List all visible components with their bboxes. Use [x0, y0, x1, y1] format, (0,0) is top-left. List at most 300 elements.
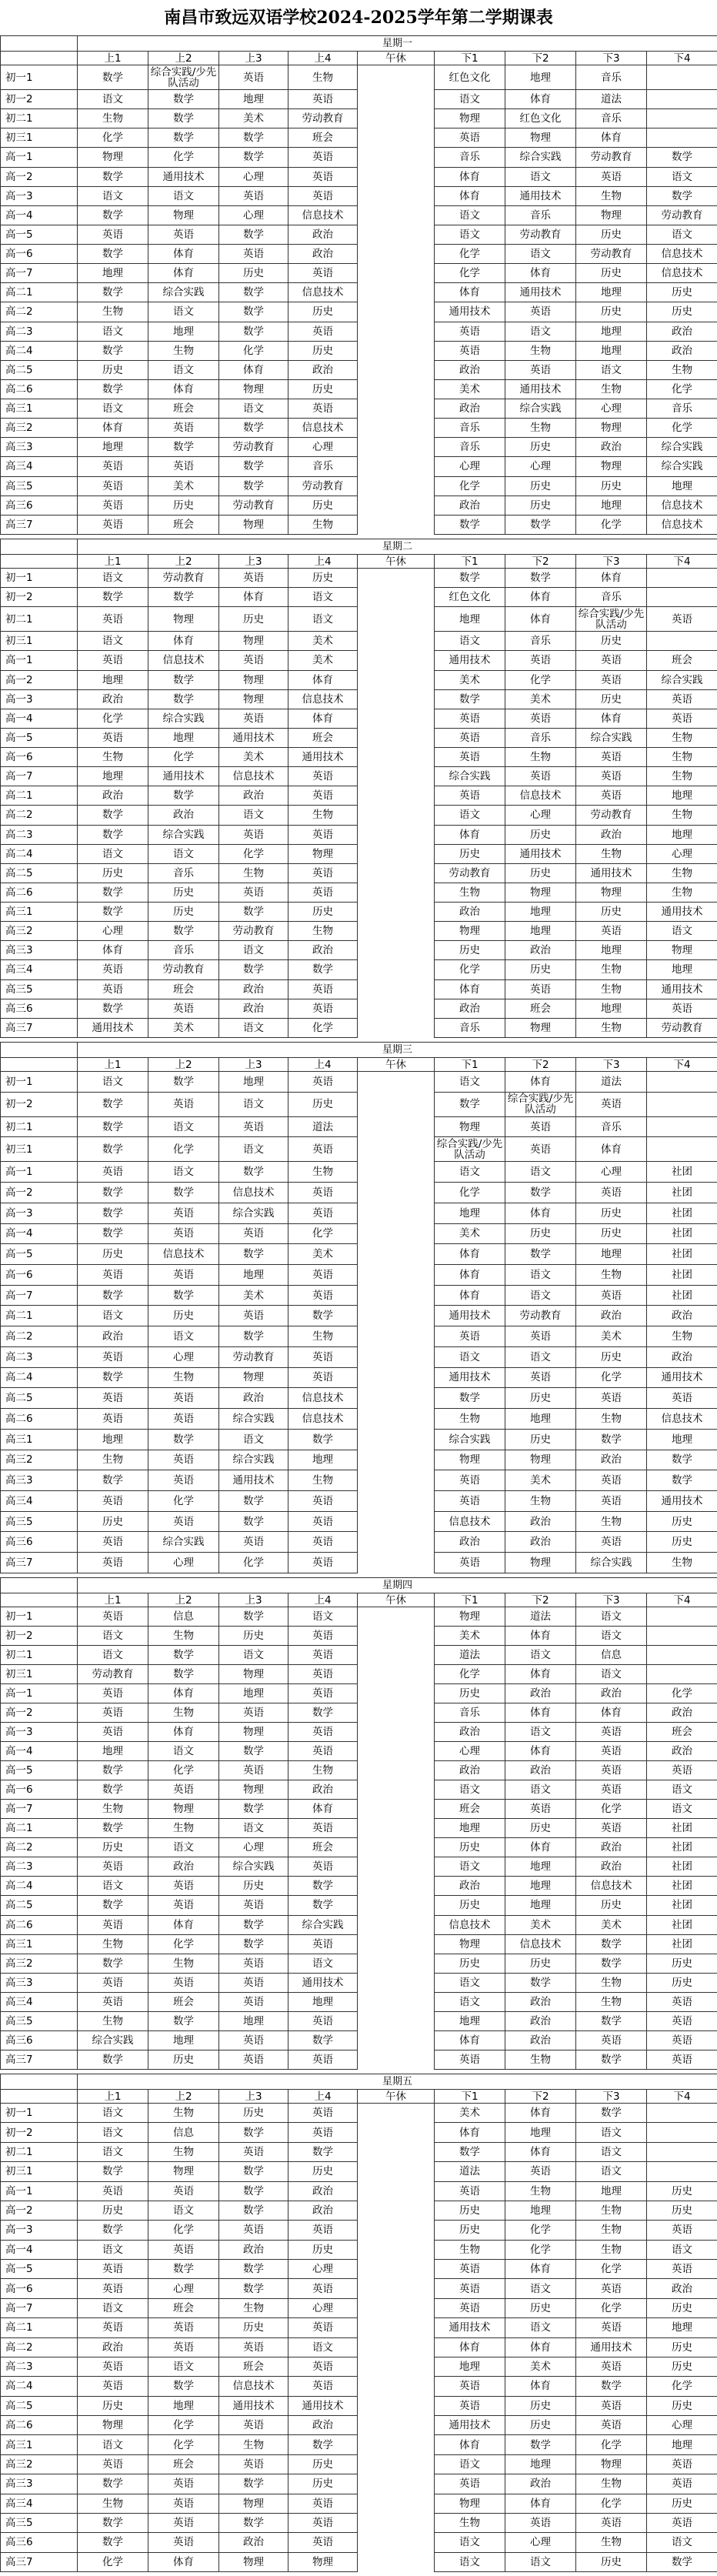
table-row: [1, 2533, 717, 2552]
subject-cell: 信息技术: [219, 1183, 288, 1203]
table-row: [1, 264, 717, 283]
subject-cell: 美术: [435, 670, 505, 689]
subject-cell: 地理: [647, 786, 717, 806]
subject-cell: 语文: [219, 1018, 288, 1037]
subject-cell: 数学: [219, 2474, 288, 2494]
subject-cell: 信息技术: [647, 496, 717, 515]
subject-cell: 美术: [435, 379, 505, 399]
subject-cell: [647, 632, 717, 651]
class-name: 高三2: [1, 1450, 78, 1470]
lunch-break-cell: [358, 1388, 435, 1409]
subject-cell: 英语: [435, 728, 505, 747]
subject-cell: 数学: [219, 1511, 288, 1532]
subject-cell: 政治: [288, 2201, 358, 2220]
subject-cell: 英语: [435, 128, 505, 148]
subject-cell: 历史: [288, 379, 358, 399]
subject-cell: 体育: [576, 569, 647, 588]
subject-cell: 英语: [288, 1646, 358, 1665]
subject-cell: 历史: [219, 264, 288, 283]
subject-cell: 化学: [148, 748, 219, 767]
subject-cell: 英语: [148, 1223, 219, 1244]
subject-cell: 体育: [505, 264, 576, 283]
lunch-break-cell: [358, 1116, 435, 1137]
subject-cell: 语文: [78, 1627, 148, 1646]
subject-cell: 英语: [78, 1703, 148, 1723]
period-header: 下2: [505, 555, 576, 569]
subject-cell: 英语: [78, 728, 148, 747]
subject-cell: 综合实践: [219, 1857, 288, 1877]
subject-cell: 体育: [576, 709, 647, 728]
subject-cell: 历史: [576, 689, 647, 709]
subject-cell: 生物: [219, 2298, 288, 2317]
table-row: [1, 1511, 717, 1532]
subject-cell: 语文: [78, 2142, 148, 2161]
table-row: [1, 941, 717, 960]
subject-cell: 体育: [505, 1072, 576, 1093]
subject-cell: 数学: [219, 322, 288, 341]
subject-cell: 数学: [288, 960, 358, 979]
subject-cell: 英语: [148, 1092, 219, 1116]
subject-cell: 社团: [647, 1203, 717, 1223]
lunch-break-cell: [358, 2298, 435, 2317]
subject-cell: 地理: [78, 767, 148, 786]
subject-cell: 物理: [219, 2552, 288, 2571]
subject-cell: [647, 2162, 717, 2181]
lunch-break-cell: [358, 1511, 435, 1532]
class-name: 高三6: [1, 1532, 78, 1553]
lunch-break-cell: [358, 2318, 435, 2337]
period-header: 上1: [78, 52, 148, 65]
subject-cell: 语文: [148, 1838, 219, 1857]
subject-cell: [647, 588, 717, 607]
table-row: [1, 1346, 717, 1367]
table-row: [1, 1092, 717, 1116]
subject-cell: 语文: [505, 322, 576, 341]
subject-cell: 数学: [78, 1183, 148, 1203]
class-name: 高二5: [1, 2396, 78, 2415]
subject-cell: 数学: [219, 1742, 288, 1761]
subject-cell: 数学: [78, 1780, 148, 1800]
lunch-break-cell: [358, 90, 435, 109]
subject-cell: 历史: [647, 1532, 717, 1553]
lunch-break-cell: [358, 419, 435, 438]
subject-cell: 数学: [505, 1244, 576, 1265]
subject-cell: 地理: [576, 941, 647, 960]
subject-cell: 通用技术: [435, 1367, 505, 1388]
subject-cell: 物理: [576, 419, 647, 438]
class-name: 高一5: [1, 1761, 78, 1780]
subject-cell: 政治: [219, 2240, 288, 2259]
class-name: 高三7: [1, 2552, 78, 2571]
subject-cell: 生物: [576, 1409, 647, 1430]
table-row: [1, 1203, 717, 1223]
subject-cell: 社团: [647, 1162, 717, 1183]
subject-cell: 数学: [505, 1183, 576, 1203]
subject-cell: 英语: [219, 2030, 288, 2050]
subject-cell: 英语: [576, 651, 647, 670]
lunch-break-cell: [358, 1819, 435, 1838]
subject-cell: 综合实践/少先队活动: [435, 1137, 505, 1162]
lunch-break-cell: [358, 1627, 435, 1646]
class-name: 高三5: [1, 1511, 78, 1532]
class-name: 高一3: [1, 1723, 78, 1742]
subject-cell: 信息技术: [505, 1934, 576, 1954]
class-name: 高三2: [1, 2454, 78, 2474]
subject-cell: 化学: [288, 1018, 358, 1037]
table-row: [1, 1018, 717, 1037]
lunch-break-cell: [358, 1470, 435, 1491]
class-name: 高一5: [1, 225, 78, 244]
subject-cell: 美术: [148, 1018, 219, 1037]
subject-cell: 物理: [219, 515, 288, 534]
subject-cell: 道法: [576, 1072, 647, 1093]
subject-cell: 英语: [576, 2030, 647, 2050]
subject-cell: 英语: [647, 2260, 717, 2279]
subject-cell: 语文: [148, 1742, 219, 1761]
class-name: 高二6: [1, 1409, 78, 1430]
subject-cell: 语文: [288, 1607, 358, 1627]
subject-cell: 劳动教育: [505, 1306, 576, 1326]
class-name: 高一3: [1, 689, 78, 709]
class-name: 初二1: [1, 109, 78, 128]
subject-cell: 生物: [148, 1954, 219, 1973]
subject-cell: 英语: [219, 1896, 288, 1915]
class-name: 高一6: [1, 748, 78, 767]
table-row: [1, 341, 717, 360]
table-row: [1, 1819, 717, 1838]
subject-cell: 语文: [78, 322, 148, 341]
subject-cell: 信息技术: [219, 767, 288, 786]
subject-cell: 音乐: [288, 457, 358, 476]
table-row: [1, 2260, 717, 2279]
subject-cell: 语文: [219, 941, 288, 960]
subject-cell: 化学: [435, 1183, 505, 1203]
lunch-break-cell: [358, 264, 435, 283]
subject-cell: 历史: [435, 2221, 505, 2240]
subject-cell: 英语: [647, 1388, 717, 1409]
subject-cell: 道法: [435, 1646, 505, 1665]
subject-cell: 语文: [505, 1265, 576, 1286]
subject-cell: 政治: [148, 1857, 219, 1877]
subject-cell: 地理: [505, 65, 576, 90]
lunch-break-cell: [358, 709, 435, 728]
table-row: [1, 1553, 717, 1573]
subject-cell: 历史: [148, 1306, 219, 1326]
subject-cell: 生物: [576, 186, 647, 205]
subject-cell: 通用技术: [647, 979, 717, 999]
subject-cell: 英语: [219, 65, 288, 90]
period-header: 上4: [288, 52, 358, 65]
lunch-break-cell: [358, 1780, 435, 1800]
subject-cell: 数学: [219, 1934, 288, 1954]
class-name: 初一1: [1, 65, 78, 90]
subject-cell: 劳动教育: [576, 245, 647, 264]
subject-cell: 政治: [435, 903, 505, 922]
subject-cell: 通用技术: [647, 903, 717, 922]
subject-cell: 政治: [288, 941, 358, 960]
subject-cell: 综合实践: [576, 1553, 647, 1573]
subject-cell: 社团: [647, 1838, 717, 1857]
day-header: 星期一: [78, 36, 717, 52]
subject-cell: 生物: [435, 883, 505, 902]
subject-cell: 英语: [288, 2357, 358, 2376]
subject-cell: 政治: [435, 360, 505, 379]
subject-cell: 综合实践: [148, 709, 219, 728]
lunch-break-cell: [358, 2011, 435, 2030]
table-row: [1, 1162, 717, 1183]
subject-cell: 英语: [288, 1742, 358, 1761]
subject-cell: 通用技术: [288, 1973, 358, 1992]
subject-cell: 英语: [288, 883, 358, 902]
subject-cell: 数学: [576, 2377, 647, 2396]
subject-cell: 通用技术: [647, 1490, 717, 1511]
class-name: 高三6: [1, 496, 78, 515]
schedule-table: [0, 35, 717, 535]
subject-cell: 数学: [505, 2435, 576, 2454]
subject-cell: 美术: [576, 1915, 647, 1934]
subject-cell: 数学: [435, 689, 505, 709]
class-name: 高三5: [1, 2011, 78, 2030]
subject-cell: 地理: [148, 2030, 219, 2050]
subject-cell: 英语: [288, 1665, 358, 1684]
subject-cell: 劳动教育: [647, 1018, 717, 1037]
class-name: 高二1: [1, 2318, 78, 2337]
table-row: [1, 1367, 717, 1388]
subject-cell: 地理: [647, 2318, 717, 2337]
subject-cell: 语文: [148, 302, 219, 322]
table-row: [1, 960, 717, 979]
subject-cell: 物理: [576, 205, 647, 225]
class-name: 初三1: [1, 2162, 78, 2181]
subject-cell: 地理: [148, 728, 219, 747]
lunch-break-cell: [358, 360, 435, 379]
day-schedule: [0, 1042, 717, 1573]
subject-cell: 数学: [78, 903, 148, 922]
subject-cell: 化学: [148, 2221, 219, 2240]
subject-cell: 地理: [576, 322, 647, 341]
subject-cell: 体育: [435, 167, 505, 186]
lunch-break-cell: [358, 1742, 435, 1761]
table-row: [1, 496, 717, 515]
subject-cell: 语文: [435, 1857, 505, 1877]
subject-cell: 通用技术: [647, 1367, 717, 1388]
subject-cell: 生物: [576, 1511, 647, 1532]
subject-cell: 历史: [435, 1684, 505, 1703]
subject-cell: 生物: [148, 2104, 219, 2123]
subject-cell: 通用技术: [505, 186, 576, 205]
subject-cell: 语文: [505, 1646, 576, 1665]
class-name: 高二2: [1, 2337, 78, 2357]
subject-cell: 心理: [647, 844, 717, 863]
subject-cell: 语文: [576, 2123, 647, 2142]
subject-cell: 数学: [219, 2513, 288, 2532]
subject-cell: 英语: [78, 1607, 148, 1627]
class-name: 高一7: [1, 767, 78, 786]
subject-cell: 化学: [78, 709, 148, 728]
subject-cell: 劳动教育: [576, 148, 647, 167]
subject-cell: 美术: [219, 109, 288, 128]
subject-cell: 音乐: [505, 632, 576, 651]
lunch-break-cell: [358, 960, 435, 979]
subject-cell: 英语: [576, 2357, 647, 2376]
class-name: 高三4: [1, 2494, 78, 2513]
subject-cell: 语文: [435, 1992, 505, 2011]
subject-cell: 语文: [576, 2142, 647, 2161]
subject-cell: 心理: [148, 2279, 219, 2298]
subject-cell: 英语: [148, 225, 219, 244]
subject-cell: 道法: [505, 1607, 576, 1627]
subject-cell: 数学: [505, 569, 576, 588]
subject-cell: 历史: [219, 1627, 288, 1646]
subject-cell: 英语: [435, 2050, 505, 2069]
subject-cell: 通用技术: [576, 2337, 647, 2357]
lunch-break-cell: [358, 806, 435, 825]
subject-cell: 英语: [78, 457, 148, 476]
subject-cell: 语文: [219, 399, 288, 419]
subject-cell: 地理: [219, 1072, 288, 1093]
subject-cell: 数学: [78, 379, 148, 399]
subject-cell: 心理: [435, 457, 505, 476]
period-header: 上2: [148, 555, 219, 569]
subject-cell: 信息技术: [505, 786, 576, 806]
subject-cell: [647, 65, 717, 90]
table-row: [1, 2337, 717, 2357]
subject-cell: 语文: [148, 844, 219, 863]
subject-cell: 英语: [148, 2181, 219, 2201]
class-name: 初一2: [1, 1092, 78, 1116]
subject-cell: 信息技术: [647, 245, 717, 264]
subject-cell: 地理: [505, 1896, 576, 1915]
period-header: 下4: [647, 1058, 717, 1072]
class-name: 初二1: [1, 1646, 78, 1665]
table-row: [1, 2142, 717, 2161]
period-header: 上3: [219, 1593, 288, 1607]
subject-cell: 历史: [148, 496, 219, 515]
subject-cell: 英语: [576, 2318, 647, 2337]
subject-cell: 数学: [148, 90, 219, 109]
subject-cell: 通用技术: [78, 1018, 148, 1037]
subject-cell: 生物: [576, 1992, 647, 2011]
subject-cell: 数学: [78, 1203, 148, 1223]
subject-cell: 物理: [505, 1450, 576, 1470]
subject-cell: 英语: [219, 245, 288, 264]
table-row: [1, 670, 717, 689]
subject-cell: 英语: [435, 1553, 505, 1573]
subject-cell: 体育: [288, 709, 358, 728]
subject-cell: 地理: [435, 2357, 505, 2376]
subject-cell: 体育: [505, 607, 576, 632]
class-name: 初一1: [1, 1072, 78, 1093]
subject-cell: 语文: [435, 225, 505, 244]
subject-cell: 信息技术: [647, 1409, 717, 1430]
subject-cell: 历史: [288, 569, 358, 588]
subject-cell: 语文: [505, 1723, 576, 1742]
day-header: 星期三: [78, 1043, 717, 1058]
table-row: [1, 1954, 717, 1973]
lunch-break-cell: [358, 1326, 435, 1347]
lunch-break-cell: [358, 2260, 435, 2279]
subject-cell: 数学: [219, 419, 288, 438]
subject-cell: 数学: [78, 283, 148, 302]
subject-cell: 英语: [647, 1761, 717, 1780]
subject-cell: 化学: [576, 2435, 647, 2454]
subject-cell: 数学: [576, 2011, 647, 2030]
table-row: [1, 651, 717, 670]
subject-cell: 英语: [78, 2181, 148, 2201]
subject-cell: 心理: [288, 2298, 358, 2317]
subject-cell: 语文: [148, 1116, 219, 1137]
period-header: 下1: [435, 1058, 505, 1072]
subject-cell: 数学: [219, 283, 288, 302]
subject-cell: 英语: [219, 825, 288, 844]
subject-cell: 化学: [148, 2416, 219, 2435]
period-header: 下2: [505, 52, 576, 65]
subject-cell: [647, 1092, 717, 1116]
lunch-break-cell: [358, 767, 435, 786]
subject-cell: 英语: [647, 2474, 717, 2494]
class-name: 高二6: [1, 883, 78, 902]
class-name: 高一1: [1, 1684, 78, 1703]
subject-cell: 体育: [219, 360, 288, 379]
table-row: [1, 1780, 717, 1800]
subject-cell: 语文: [505, 2279, 576, 2298]
subject-cell: 英语: [219, 186, 288, 205]
lunch-break-cell: [358, 1838, 435, 1857]
subject-cell: 综合实践: [505, 399, 576, 419]
subject-cell: 化学: [576, 2298, 647, 2317]
subject-cell: 体育: [435, 2030, 505, 2050]
subject-cell: 数学: [219, 457, 288, 476]
subject-cell: 综合实践: [647, 438, 717, 457]
subject-cell: 数学: [148, 2377, 219, 2396]
subject-cell: 语文: [505, 167, 576, 186]
class-name: 高三1: [1, 903, 78, 922]
class-name: 高三7: [1, 515, 78, 534]
lunch-break-cell: [358, 1203, 435, 1223]
lunch-break-cell: [358, 1306, 435, 1326]
table-row: [1, 1723, 717, 1742]
subject-cell: 语文: [78, 186, 148, 205]
subject-cell: 社团: [647, 1183, 717, 1203]
class-name: 高一2: [1, 670, 78, 689]
subject-cell: 数学: [576, 2104, 647, 2123]
subject-cell: 通用技术: [576, 863, 647, 883]
subject-cell: 物理: [435, 2494, 505, 2513]
subject-cell: 历史: [505, 1429, 576, 1450]
subject-cell: 语文: [288, 607, 358, 632]
period-header: 上3: [219, 555, 288, 569]
table-row: [1, 1896, 717, 1915]
subject-cell: 英语: [505, 979, 576, 999]
subject-cell: 心理: [219, 167, 288, 186]
class-name: 高三7: [1, 1553, 78, 1573]
subject-cell: 语文: [505, 1780, 576, 1800]
subject-cell: 英语: [576, 1092, 647, 1116]
subject-cell: 英语: [576, 748, 647, 767]
period-header: 下1: [435, 2090, 505, 2104]
subject-cell: 英语: [78, 1992, 148, 2011]
subject-cell: 历史: [435, 1896, 505, 1915]
subject-cell: 体育: [576, 128, 647, 148]
subject-cell: 数学: [148, 1646, 219, 1665]
class-name: 初三1: [1, 128, 78, 148]
lunch-break-cell: [358, 225, 435, 244]
table-row: [1, 2454, 717, 2474]
subject-cell: 通用技术: [288, 748, 358, 767]
subject-cell: 英语: [576, 1285, 647, 1306]
class-name: 初二1: [1, 1116, 78, 1137]
subject-cell: 政治: [435, 1761, 505, 1780]
